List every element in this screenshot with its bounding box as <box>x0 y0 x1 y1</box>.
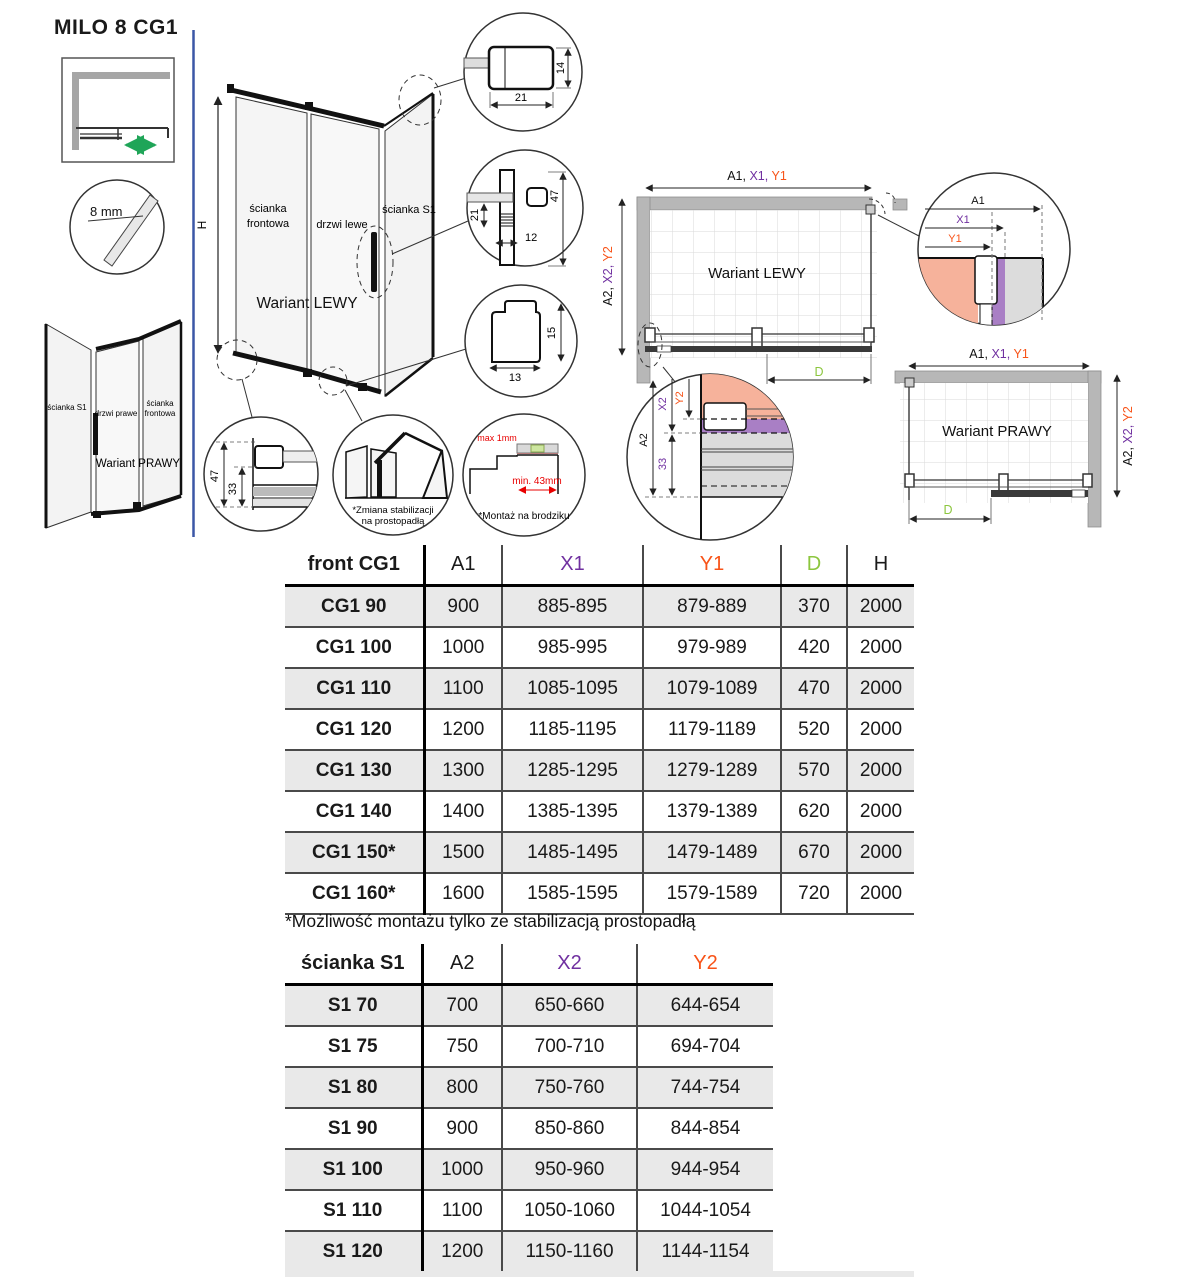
d-cell: 470 <box>781 668 847 709</box>
y2-cell: 644-654 <box>637 985 773 1027</box>
x1-cell: 1385-1395 <box>502 791 643 832</box>
x1-cell: 1285-1295 <box>502 750 643 791</box>
y2-cell: 944-954 <box>637 1149 773 1190</box>
table-row <box>285 709 914 750</box>
detail-stabilizer <box>333 415 453 535</box>
col-header-y1: Y1 <box>643 545 781 586</box>
table-row <box>285 1231 773 1272</box>
handle-width-dim: 21 <box>514 92 528 104</box>
corner-bottom-x2: X2 <box>657 397 669 411</box>
table-row <box>285 1149 773 1190</box>
model-cell: S1 100 <box>285 1149 422 1190</box>
a2-cell: 750 <box>422 1026 502 1067</box>
a2-cell: 1000 <box>422 1149 502 1190</box>
col-header-x1: X1 <box>502 545 643 586</box>
d-cell: 420 <box>781 627 847 668</box>
h-cell: 2000 <box>847 791 914 832</box>
a1-cell: 900 <box>424 586 502 628</box>
s1-table <box>285 944 773 1273</box>
model-cell: S1 80 <box>285 1067 422 1108</box>
d-cell: 670 <box>781 832 847 873</box>
detail-corner-top <box>917 173 1070 328</box>
y1-cell: 1179-1189 <box>643 709 781 750</box>
model-cell: S1 70 <box>285 985 422 1027</box>
y2-cell: 1044-1054 <box>637 1190 773 1231</box>
glass-thickness-label: 8 mm <box>90 204 123 219</box>
col-header-y2: Y2 <box>637 944 773 985</box>
model-cell: CG1 100 <box>285 627 424 668</box>
roller-left-dim: 21 <box>469 208 481 222</box>
y1-cell: 1279-1289 <box>643 750 781 791</box>
plan-lewy-top-dim: A1, X1, Y1 <box>727 169 787 183</box>
table-row <box>285 791 914 832</box>
y1-cell: 1479-1489 <box>643 832 781 873</box>
detail-handle-profile <box>464 13 582 131</box>
variant-lewy-label: Wariant LEWY <box>256 295 358 312</box>
corner-top-y1: Y1 <box>948 233 962 245</box>
d-cell: 620 <box>781 791 847 832</box>
model-cell: CG1 150* <box>285 832 424 873</box>
h-cell: 2000 <box>847 873 914 914</box>
front-table-header <box>285 545 914 586</box>
detail-bottom-guide <box>465 285 577 397</box>
main-3d-lewy <box>195 75 468 421</box>
x1-cell: 985-995 <box>502 627 643 668</box>
model-cell: S1 90 <box>285 1108 422 1149</box>
a1-cell: 1200 <box>424 709 502 750</box>
h-cell: 2000 <box>847 668 914 709</box>
table-row <box>285 832 914 873</box>
detail-corner-bottom <box>627 370 796 540</box>
tray-max-label: max 1mm <box>477 433 517 443</box>
x2-cell: 1150-1160 <box>502 1231 637 1272</box>
x1-cell: 885-895 <box>502 586 643 628</box>
plan-lewy-d-dim: D <box>814 365 824 379</box>
plan-lewy-variant: Wariant LEWY <box>708 265 806 282</box>
model-cell: CG1 130 <box>285 750 424 791</box>
y2-cell: 1144-1154 <box>637 1231 773 1272</box>
model-cell: CG1 120 <box>285 709 424 750</box>
col-header-a2: A2 <box>422 944 502 985</box>
d-cell: 370 <box>781 586 847 628</box>
tray-note: *Montaż na brodziku <box>478 511 570 522</box>
rail-inner-dim: 33 <box>227 482 239 496</box>
guide-right-dim: 15 <box>546 326 558 340</box>
x1-cell: 1185-1195 <box>502 709 643 750</box>
mini-panel-front-label-2: frontowa <box>144 409 176 418</box>
h-cell: 2000 <box>847 750 914 791</box>
tray-min-label: min. 43mm <box>512 476 562 487</box>
guide-bottom-dim: 13 <box>508 372 522 384</box>
d-cell: 570 <box>781 750 847 791</box>
roller-bottom-dim: 12 <box>525 232 538 244</box>
a1-cell: 1600 <box>424 873 502 914</box>
y1-cell: 879-889 <box>643 586 781 628</box>
table-row <box>285 873 914 914</box>
front-table-title: front CG1 <box>285 545 424 586</box>
plan-prawy-variant: Wariant PRAWY <box>942 423 1052 440</box>
h-cell: 2000 <box>847 586 914 628</box>
corner-top-a1: A1 <box>971 195 985 207</box>
y2-cell: 844-854 <box>637 1108 773 1149</box>
corner-bottom-y2: Y2 <box>674 391 686 405</box>
s1-table-title: ścianka S1 <box>285 944 422 985</box>
table-row <box>285 1108 773 1149</box>
plan-lewy <box>601 169 919 384</box>
x2-cell: 1050-1060 <box>502 1190 637 1231</box>
panel-front-label-2: frontowa <box>246 218 290 230</box>
a1-cell: 1300 <box>424 750 502 791</box>
panel-s1-label: ścianka S1 <box>382 204 436 216</box>
plan-lewy-side-dim: A2, X2, Y2 <box>601 246 615 306</box>
plan-prawy-top-dim: A1, X1, Y1 <box>969 347 1029 361</box>
plan-prawy-side-dim: A2, X2, Y2 <box>1121 406 1135 466</box>
detail-top-roller <box>467 150 583 266</box>
page-title: MILO 8 CG1 <box>54 16 179 39</box>
model-cell: S1 120 <box>285 1231 422 1272</box>
a1-cell: 1000 <box>424 627 502 668</box>
mini-variant-label: Wariant PRAWY <box>95 458 181 470</box>
a1-cell: 1400 <box>424 791 502 832</box>
model-cell: S1 110 <box>285 1190 422 1231</box>
a2-cell: 1100 <box>422 1190 502 1231</box>
roller-right-dim: 47 <box>549 189 561 203</box>
panel-door-label: drzwi lewe <box>316 219 368 231</box>
table-row <box>285 627 914 668</box>
model-cell: CG1 160* <box>285 873 424 914</box>
y1-cell: 1079-1089 <box>643 668 781 709</box>
corner-bottom-a2: A2 <box>638 433 650 447</box>
model-cell: S1 75 <box>285 1026 422 1067</box>
detail-tray-mounting <box>463 414 585 536</box>
d-cell: 720 <box>781 873 847 914</box>
a2-cell: 800 <box>422 1067 502 1108</box>
x1-cell: 1085-1095 <box>502 668 643 709</box>
corner-bottom-33: 33 <box>657 457 669 471</box>
h-cell: 2000 <box>847 832 914 873</box>
corner-top-x1: X1 <box>956 214 970 226</box>
technical-diagram <box>0 0 1200 545</box>
detail-bottom-rail <box>204 417 320 531</box>
mini-3d-prawy <box>46 321 181 528</box>
y1-cell: 1579-1589 <box>643 873 781 914</box>
handle-height-dim: 14 <box>555 61 567 75</box>
rail-outer-dim: 47 <box>209 469 221 483</box>
x2-cell: 700-710 <box>502 1026 637 1067</box>
y2-cell: 694-704 <box>637 1026 773 1067</box>
s1-table-header <box>285 944 773 985</box>
table-row <box>285 586 914 628</box>
table-footnote: *Możliwość montażu tylko ze stabilizacją prostopadłą <box>285 911 696 931</box>
col-header-x2: X2 <box>502 944 637 985</box>
front-table <box>285 545 914 915</box>
table-row <box>285 1190 773 1231</box>
table-row <box>285 985 773 1027</box>
plan-prawy-d-dim: D <box>943 503 953 517</box>
x1-cell: 1485-1495 <box>502 832 643 873</box>
a2-cell: 1200 <box>422 1231 502 1272</box>
col-header-d: D <box>781 545 847 586</box>
glass-thickness-detail <box>70 180 164 274</box>
x2-cell: 950-960 <box>502 1149 637 1190</box>
a2-cell: 900 <box>422 1108 502 1149</box>
slide-direction-icon <box>62 58 174 162</box>
table-row <box>285 1067 773 1108</box>
h-cell: 2000 <box>847 709 914 750</box>
x2-cell: 750-760 <box>502 1067 637 1108</box>
a1-cell: 1500 <box>424 832 502 873</box>
table-row <box>285 750 914 791</box>
model-cell: CG1 110 <box>285 668 424 709</box>
cropped-next-table <box>285 1271 914 1277</box>
a1-cell: 1100 <box>424 668 502 709</box>
x2-cell: 650-660 <box>502 985 637 1027</box>
table-row <box>285 668 914 709</box>
y1-cell: 1379-1389 <box>643 791 781 832</box>
stabilizer-note-1: *Zmiana stabilizacji <box>352 505 434 516</box>
h-cell: 2000 <box>847 627 914 668</box>
plan-prawy <box>895 347 1135 527</box>
y2-cell: 744-754 <box>637 1067 773 1108</box>
d-cell: 520 <box>781 709 847 750</box>
model-cell: CG1 140 <box>285 791 424 832</box>
mini-panel-s1-label: ścianka S1 <box>47 403 87 412</box>
stabilizer-note-2: na prostopadłą <box>361 516 425 527</box>
panel-front-label-1: ścianka <box>249 203 287 215</box>
x2-cell: 850-860 <box>502 1108 637 1149</box>
height-dim-label: H <box>195 220 209 230</box>
a2-cell: 700 <box>422 985 502 1027</box>
door-handle <box>371 232 377 292</box>
mini-panel-front-label-1: ścianka <box>146 399 174 408</box>
mini-panel-door-label: drzwi prawe <box>94 409 138 418</box>
table-row <box>285 1026 773 1067</box>
col-header-h: H <box>847 545 914 586</box>
x1-cell: 1585-1595 <box>502 873 643 914</box>
col-header-a1: A1 <box>424 545 502 586</box>
y1-cell: 979-989 <box>643 627 781 668</box>
model-cell: CG1 90 <box>285 586 424 628</box>
